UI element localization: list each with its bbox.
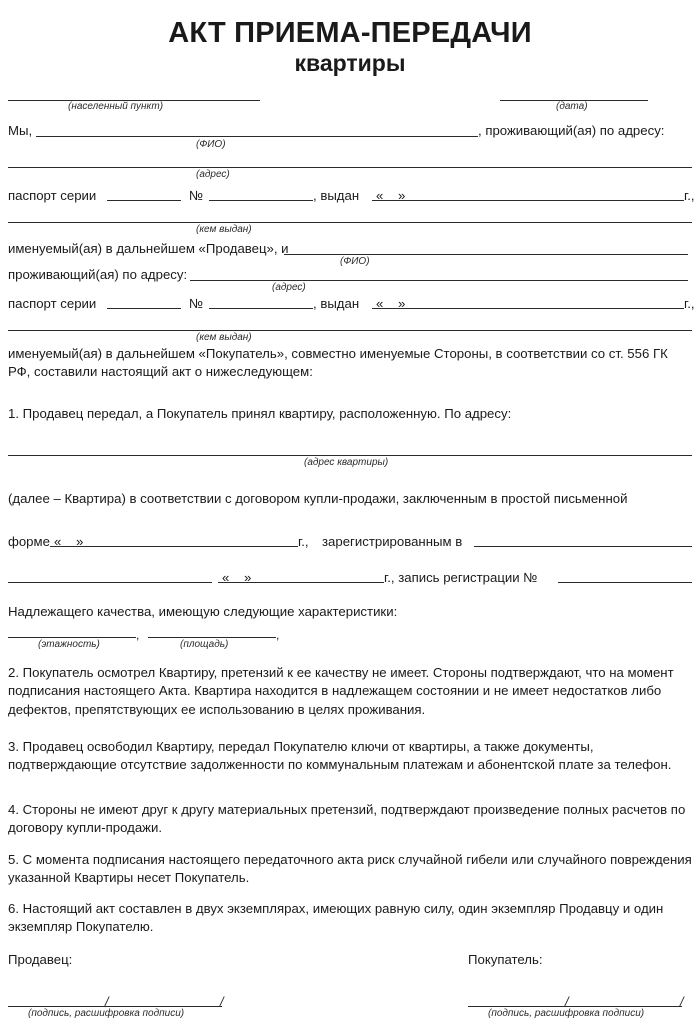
party-two-residing-label: проживающий(ая) по адресу: bbox=[8, 267, 188, 282]
clause-1-paragraph: 1. Продавец передал, а Покупатель принял квартиру, расположенную. По адресу: bbox=[8, 406, 512, 421]
party-two-fio-line[interactable] bbox=[284, 254, 688, 255]
party-two-year-suffix: г., bbox=[684, 296, 695, 311]
party-two-number-sign: № bbox=[189, 296, 204, 311]
party-two-address-hint: (адрес) bbox=[272, 282, 306, 293]
record-number-line[interactable] bbox=[558, 582, 692, 583]
party-one-issued-by-hint: (кем выдан) bbox=[196, 224, 252, 235]
party-one-passport-number-line[interactable] bbox=[209, 200, 313, 201]
party-one-passport-series-line[interactable] bbox=[107, 200, 181, 201]
apartment-address-hint: (адрес квартиры) bbox=[304, 457, 389, 468]
seller-signature-label: Продавец: bbox=[8, 952, 73, 967]
apartment-address-line[interactable] bbox=[8, 455, 692, 456]
preamble-paragraph: именуемый(ая) в дальнейшем «Покупатель», совместно именуемые Стороны, в соответствии со ст. 556 ГК РФ, составили настоящий акт о нижеследующем: bbox=[8, 346, 668, 380]
party-two-passport-number-line[interactable] bbox=[209, 308, 313, 309]
party-two-quote-open: « bbox=[376, 296, 384, 311]
party-one-passport-label: паспорт серии bbox=[8, 188, 97, 203]
area-line[interactable] bbox=[148, 637, 276, 638]
party-one-fio-hint: (ФИО) bbox=[196, 139, 226, 150]
party-one-address-line[interactable] bbox=[8, 167, 692, 168]
area-comma: , bbox=[276, 628, 280, 642]
party-one-address-hint: (адрес) bbox=[196, 169, 230, 180]
floors-comma: , bbox=[136, 628, 140, 642]
seller-signature-slash-mid: / bbox=[105, 994, 109, 1009]
buyer-signature-hint: (подпись, расшифровка подписи) bbox=[488, 1008, 645, 1019]
record-quote-close: » bbox=[244, 570, 252, 585]
party-two-quote-close: » bbox=[398, 296, 406, 311]
we-label: Мы, bbox=[8, 123, 33, 138]
buyer-signature-slash-mid: / bbox=[565, 994, 569, 1009]
registration-authority-line[interactable] bbox=[474, 546, 692, 547]
form-label: форме bbox=[8, 534, 50, 549]
buyer-signature-label: Покупатель: bbox=[468, 952, 543, 967]
document-title-block bbox=[0, 18, 700, 77]
party-one-issue-date-line[interactable] bbox=[372, 200, 684, 201]
contract-intro-paragraph: (далее – Квартира) в соответствии с договором купли-продажи, заключенным в простой письменной bbox=[8, 491, 628, 506]
registration-authority-line-2[interactable] bbox=[8, 582, 212, 583]
clause-3-paragraph: 3. Продавец освободил Квартиру, передал Покупателю ключи от квартиры, а также документы, подтверждающие отсутствие задолженности по коммунальным платежам и абонентской плате за телефон. bbox=[8, 739, 672, 773]
party-two-passport-series-line[interactable] bbox=[107, 308, 181, 309]
seller-signature-line[interactable] bbox=[8, 1006, 222, 1007]
clause-6-paragraph: 6. Настоящий акт составлен в двух экземплярах, имеющих равную силу, один экземпляр Продавцу и один экземпляр Покупателю. bbox=[8, 901, 664, 935]
page-title: АКТ ПРИЕМА-ПЕРЕДАЧИ bbox=[168, 17, 532, 49]
date-hint: (дата) bbox=[556, 101, 588, 112]
party-two-issued-by-line[interactable] bbox=[8, 330, 692, 331]
contract-quote-open: « bbox=[54, 534, 62, 549]
clause-5-paragraph: 5. С момента подписания настоящего передаточного акта риск случайной гибели или случайного повреждения указанной Квартиры несет Покупатель. bbox=[8, 852, 692, 886]
party-one-number-sign: № bbox=[189, 188, 204, 203]
party-two-issue-date-line[interactable] bbox=[372, 308, 684, 309]
party-two-passport-label: паспорт серии bbox=[8, 296, 97, 311]
seller-designation-text: именуемый(ая) в дальнейшем «Продавец», и bbox=[8, 241, 289, 256]
party-one-quote-close: » bbox=[398, 188, 406, 203]
party-two-issued-by-hint: (кем выдан) bbox=[196, 332, 252, 343]
seller-signature-slash-end: / bbox=[220, 994, 224, 1009]
party-one-residing-label: , проживающий(ая) по адресу: bbox=[478, 123, 665, 138]
contract-date-line[interactable] bbox=[50, 546, 298, 547]
party-one-quote-open: « bbox=[376, 188, 384, 203]
registered-label: зарегистрированным в bbox=[322, 534, 463, 549]
locality-hint: (населенный пункт) bbox=[68, 101, 164, 112]
party-one-year-suffix: г., bbox=[684, 188, 695, 203]
party-two-fio-hint: (ФИО) bbox=[340, 256, 370, 267]
contract-quote-close: » bbox=[76, 534, 84, 549]
party-one-fio-line[interactable] bbox=[36, 136, 478, 137]
contract-year-suffix: г., bbox=[298, 534, 309, 549]
area-hint: (площадь) bbox=[180, 639, 229, 650]
record-number-label: г., запись регистрации № bbox=[384, 570, 538, 585]
floors-hint: (этажность) bbox=[38, 639, 100, 650]
clause-2-paragraph: 2. Покупатель осмотрел Квартиру, претензий к ее качеству не имеет. Стороны подтверждают, что на момент подписания настоящего Акта. Квартира находится в надлежащем состоянии и не имеет недостатков либо дефектов, препятствующих ее использованию в целях проживания. bbox=[8, 665, 674, 717]
quality-paragraph: Надлежащего качества, имеющую следующие характеристики: bbox=[8, 604, 398, 619]
buyer-signature-slash-end: / bbox=[680, 994, 684, 1009]
party-two-address-line[interactable] bbox=[190, 280, 688, 281]
floors-line[interactable] bbox=[8, 637, 136, 638]
buyer-signature-line[interactable] bbox=[468, 1006, 682, 1007]
party-one-issued-by-line[interactable] bbox=[8, 222, 692, 223]
seller-signature-hint: (подпись, расшифровка подписи) bbox=[28, 1008, 185, 1019]
record-quote-open: « bbox=[222, 570, 230, 585]
party-two-issued-label: , выдан bbox=[313, 296, 360, 311]
page-subtitle: квартиры bbox=[294, 50, 406, 77]
record-date-line[interactable] bbox=[218, 582, 384, 583]
clause-4-paragraph: 4. Стороны не имеют друг к другу материальных претензий, подтверждают произведение полных расчетов по договору купли-продажи. bbox=[8, 802, 686, 836]
party-one-issued-label: , выдан bbox=[313, 188, 360, 203]
